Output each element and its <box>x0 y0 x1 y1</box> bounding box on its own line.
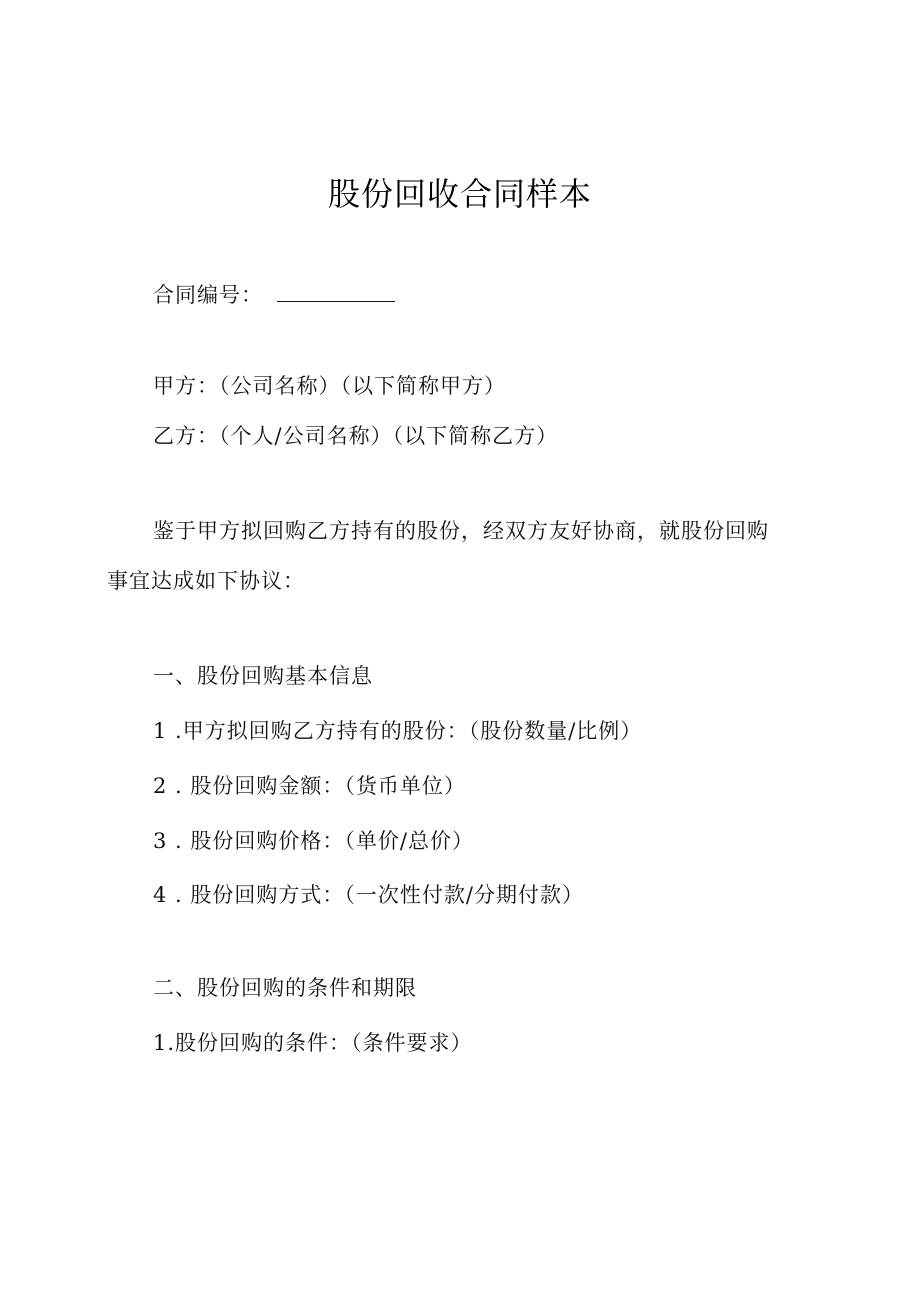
section-1-item: 1 .甲方拟回购乙方持有的股份：（股份数量/比例） <box>153 719 643 743</box>
section-1-heading: 一、股份回购基本信息 <box>153 664 373 688</box>
contract-number-line <box>153 280 395 310</box>
section-2-heading: 二、股份回购的条件和期限 <box>153 976 417 1000</box>
section-2-item: 1.股份回购的条件：（条件要求） <box>153 1031 473 1055</box>
party-a-line: 甲方：（公司名称）（以下简称甲方） <box>153 374 506 398</box>
section-1-item: 2 . 股份回购金额：（货币单位） <box>153 774 466 798</box>
contract-number-blank <box>277 283 395 302</box>
preamble-line-1: 鉴于甲方拟回购乙方持有的股份，经双方友好协商，就股份回购 <box>153 519 769 543</box>
section-1-item: 4 . 股份回购方式：（一次性付款/分期付款） <box>153 883 584 907</box>
preamble-line-2: 事宜达成如下协议： <box>107 569 305 593</box>
section-1-item: 3 . 股份回购价格：（单价/总价） <box>153 829 474 853</box>
contract-number-label: 合同编号： <box>153 283 263 307</box>
document-title: 股份回收合同样本 <box>327 175 592 213</box>
party-b-line: 乙方：（个人/公司名称）（以下简称乙方） <box>153 424 559 448</box>
